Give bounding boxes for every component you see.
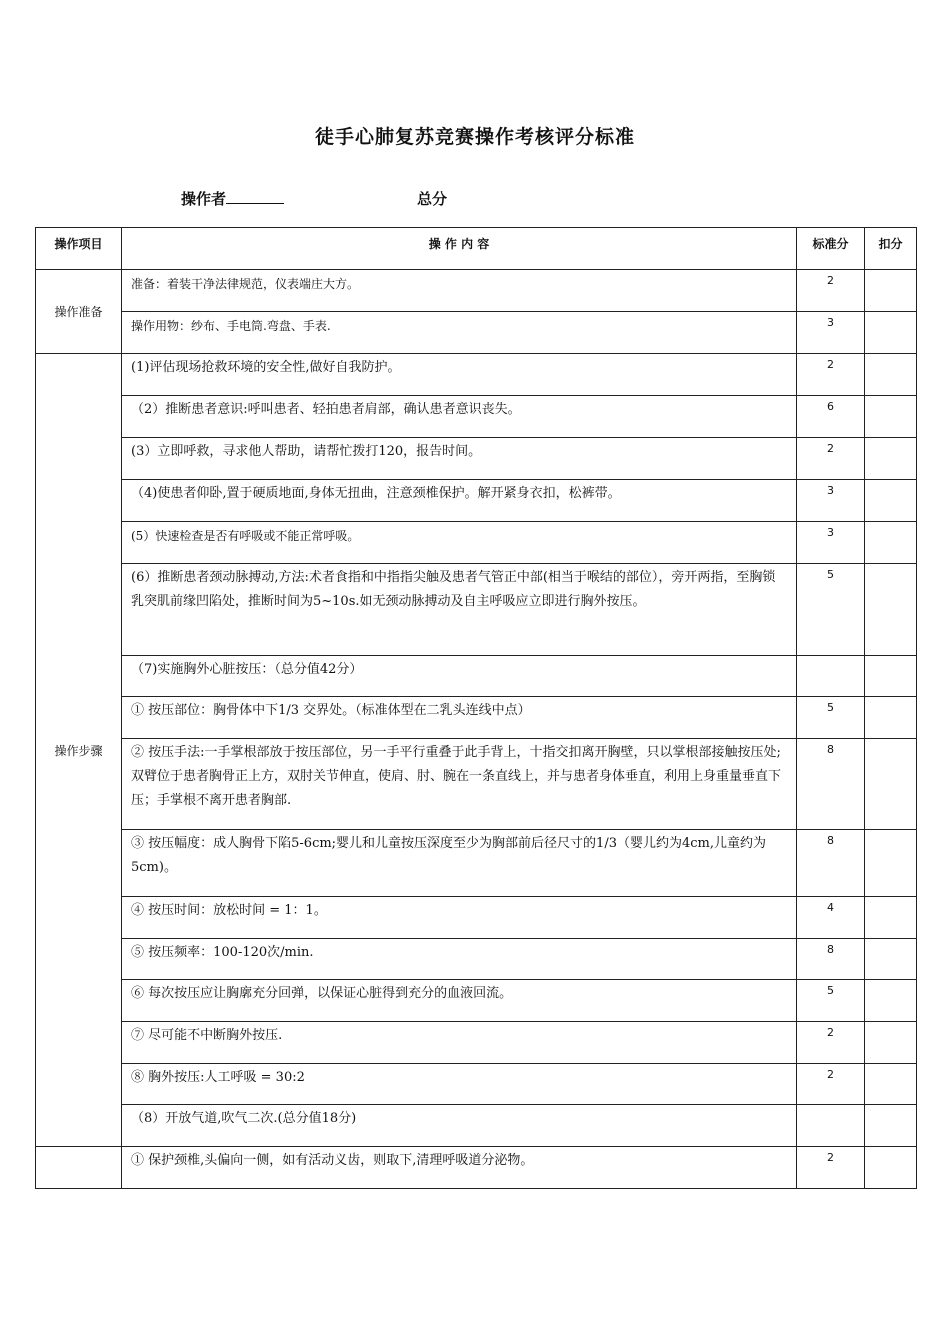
row-score: 3: [797, 522, 865, 564]
total-score-label: 总分: [417, 190, 448, 208]
row-deduction[interactable]: [865, 1147, 917, 1189]
section-airway: [36, 1147, 122, 1189]
row-score: 2: [797, 438, 865, 480]
row-score: 3: [797, 480, 865, 522]
row-content: ② 按压手法:一手掌根部放于按压部位，另一手平行重叠于此手背上，十指交扣离开胸壁，只以掌根部接触按压处;双臂位于患者胸骨正上方，双肘关节伸直，使肩、肘、腕在一条直线上，并与患者身体垂直，利用上身重量垂直下压；手掌根不离开患者胸部.: [122, 739, 797, 830]
table-row: [36, 480, 917, 522]
table-row: [36, 312, 917, 354]
table-row: [36, 897, 917, 939]
table-row: [36, 1022, 917, 1064]
table-row: [36, 1147, 917, 1189]
row-content: （8）开放气道,吹气二次.(总分值18分): [122, 1105, 797, 1147]
row-deduction[interactable]: [865, 897, 917, 939]
row-score: [797, 656, 865, 697]
table-row: [36, 1105, 917, 1147]
row-score: 8: [797, 739, 865, 830]
header-item: 操作项目: [36, 228, 122, 270]
row-deduction[interactable]: [865, 1064, 917, 1105]
header-deduction: 扣分: [865, 228, 917, 270]
table-header-row: [36, 228, 917, 270]
table-row: [36, 438, 917, 480]
row-score: 2: [797, 1022, 865, 1064]
row-score: 6: [797, 396, 865, 438]
row-content: ⑥ 每次按压应让胸廓充分回弹，以保证心脏得到充分的血液回流。: [122, 980, 797, 1022]
row-deduction[interactable]: [865, 697, 917, 739]
operator-label: 操作者: [181, 190, 227, 208]
section-steps: 操作步骤: [36, 354, 122, 1147]
table-row: [36, 656, 917, 697]
scoring-table: [35, 227, 917, 1189]
row-deduction[interactable]: [865, 939, 917, 980]
row-content: ④ 按压时间：放松时间 = 1：1。: [122, 897, 797, 939]
row-content: (3）立即呼救，寻求他人帮助，请帮忙拨打120，报告时间。: [122, 438, 797, 480]
row-deduction[interactable]: [865, 739, 917, 830]
document-title: 徒手心肺复苏竞赛操作考核评分标准: [314, 126, 635, 148]
row-deduction[interactable]: [865, 980, 917, 1022]
table-row: [36, 354, 917, 396]
row-content: （2）推断患者意识:呼叫患者、轻拍患者肩部，确认患者意识丧失。: [122, 396, 797, 438]
row-content: 准备：着装干净法律规范，仪表端庄大方。: [122, 270, 797, 312]
row-score: 2: [797, 270, 865, 312]
table-row: [36, 939, 917, 980]
row-deduction[interactable]: [865, 1022, 917, 1064]
row-score: 2: [797, 1147, 865, 1189]
row-content: ⑤ 按压频率：100-120次/min.: [122, 939, 797, 980]
row-score: 2: [797, 354, 865, 396]
row-content: （4)使患者仰卧,置于硬质地面,身体无扭曲，注意颈椎保护。解开紧身衣扣，松裤带。: [122, 480, 797, 522]
row-deduction[interactable]: [865, 656, 917, 697]
row-score: 2: [797, 1064, 865, 1105]
row-content: 操作用物：纱布、手电筒.弯盘、手表.: [122, 312, 797, 354]
table-row: [36, 270, 917, 312]
header-content: 操 作 内 容: [122, 228, 797, 270]
table-row: [36, 830, 917, 897]
row-content: (5）快速检查是否有呼吸或不能正常呼吸。: [122, 522, 797, 564]
row-score: 4: [797, 897, 865, 939]
row-score: 3: [797, 312, 865, 354]
row-deduction[interactable]: [865, 396, 917, 438]
table-row: [36, 697, 917, 739]
row-deduction[interactable]: [865, 438, 917, 480]
row-content: （7)实施胸外心脏按压：（总分值42分）: [122, 656, 797, 697]
row-deduction[interactable]: [865, 312, 917, 354]
row-content: ③ 按压幅度：成人胸骨下陷5-6cm;婴儿和儿童按压深度至少为胸部前后径尺寸的1/3（婴儿约为4cm,儿童约为5cm)。: [122, 830, 797, 897]
row-content: ⑦ 尽可能不中断胸外按压.: [122, 1022, 797, 1064]
row-deduction[interactable]: [865, 270, 917, 312]
row-score: 8: [797, 939, 865, 980]
operator-field: [181, 188, 284, 209]
row-content: (1)评估现场抢救环境的安全性,做好自我防护。: [122, 354, 797, 396]
table-row: [36, 739, 917, 830]
row-content: ① 保护颈椎,头偏向一侧，如有活动义齿，则取下,清理呼吸道分泌物。: [122, 1147, 797, 1189]
table-row: [36, 564, 917, 656]
row-score: 8: [797, 830, 865, 897]
table-row: [36, 1064, 917, 1105]
row-deduction[interactable]: [865, 830, 917, 897]
row-score: 5: [797, 564, 865, 656]
row-content: ① 按压部位：胸骨体中下1/3 交界处。（标准体型在二乳头连线中点）: [122, 697, 797, 739]
row-score: 5: [797, 980, 865, 1022]
row-deduction[interactable]: [865, 480, 917, 522]
row-content: ⑧ 胸外按压:人工呼吸 = 30:2: [122, 1064, 797, 1105]
section-prep: 操作准备: [36, 270, 122, 354]
row-deduction[interactable]: [865, 564, 917, 656]
row-score: [797, 1105, 865, 1147]
row-deduction[interactable]: [865, 354, 917, 396]
row-deduction[interactable]: [865, 1105, 917, 1147]
operator-blank-line[interactable]: [226, 191, 284, 204]
row-score: 5: [797, 697, 865, 739]
row-deduction[interactable]: [865, 522, 917, 564]
table-row: [36, 522, 917, 564]
table-row: [36, 396, 917, 438]
header-standard-score: 标准分: [797, 228, 865, 270]
row-content: (6）推断患者颈动脉搏动,方法:术者食指和中指指尖触及患者气管正中部(相当于喉结的部位），旁开两指，至胸锁乳突肌前缘凹陷处，推断时间为5~10s.如无颈动脉搏动及自主呼吸应立即进行胸外按压。: [122, 564, 797, 656]
table-row: [36, 980, 917, 1022]
